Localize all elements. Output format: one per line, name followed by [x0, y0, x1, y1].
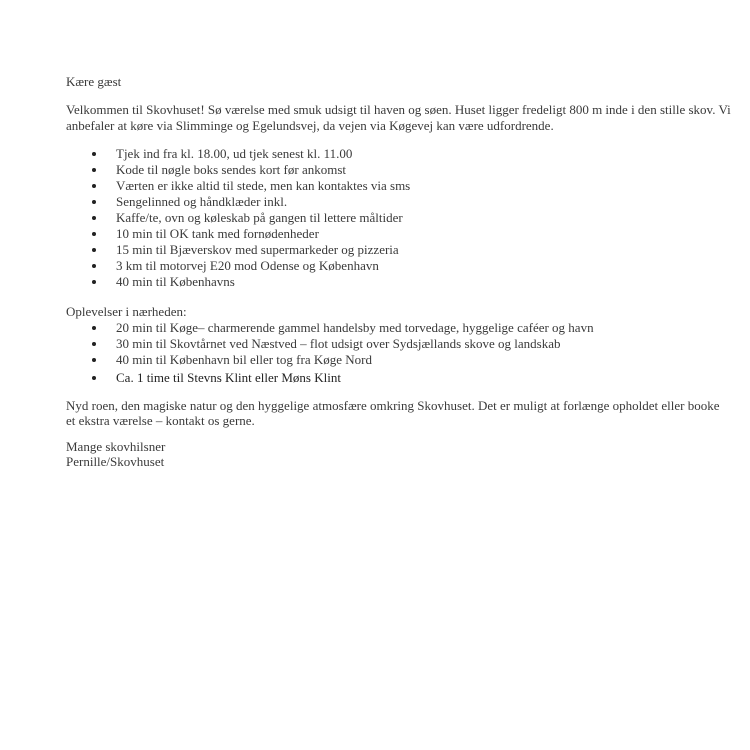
- signoff: Mange skovhilsner: [66, 439, 166, 454]
- list-item-text: 30 min til Skovtårnet ved Næstved – flot udsigt over Sydsjællands skove og landskab: [116, 336, 561, 351]
- greeting: Kære gæst: [66, 74, 122, 89]
- list-item-text: Tjek ind fra kl. 18.00, ud tjek senest kl. 11.00: [116, 146, 353, 161]
- list-item-text: 15 min til Bjæverskov med supermarkeder og pizzeria: [116, 242, 399, 257]
- list-item-text: 40 min til Københavns: [116, 274, 235, 289]
- bullet-icon: [92, 216, 96, 220]
- bullet-icon: [92, 358, 96, 362]
- list-item-text: Sengelinned og håndklæder inkl.: [116, 194, 288, 209]
- list-item-text: 3 km til motorvej E20 mod Odense og København: [116, 258, 379, 273]
- bullet-icon: [92, 200, 96, 204]
- bullet-icon: [92, 232, 96, 236]
- bullet-icon: [92, 168, 96, 172]
- list-item-text: 20 min til Køge– charmerende gammel handelsby med torvedage, hyggelige caféer og havn: [116, 320, 594, 335]
- experiences-heading: Oplevelser i nærheden:: [66, 304, 187, 319]
- bullet-icon: [92, 326, 96, 330]
- intro-line-1: Velkommen til Skovhuset! Sø værelse med smuk udsigt til haven og søen. Huset ligger fredeligt 800 m inde i den stille skov. Vi: [66, 102, 731, 117]
- bullet-icon: [92, 342, 96, 346]
- intro-line-2: anbefaler at køre via Slimminge og Egelundsvej, da vejen via Køgevej kan være udfordrende.: [66, 118, 554, 133]
- bullet-icon: [92, 248, 96, 252]
- list-item-text: Værten er ikke altid til stede, men kan kontaktes via sms: [116, 178, 411, 193]
- list-item-text: 40 min til København bil eller tog fra Køge Nord: [116, 352, 372, 367]
- closing-line-2: et ekstra værelse – kontakt os gerne.: [66, 413, 255, 428]
- bullet-icon: [92, 264, 96, 268]
- bullet-icon: [92, 376, 96, 380]
- list-item-text: 10 min til OK tank med fornødenheder: [116, 226, 319, 241]
- closing-line-1: Nyd roen, den magiske natur og den hyggelige atmosfære omkring Skovhuset. Det er muligt at forlænge opholdet eller booke: [66, 398, 720, 413]
- list-item-text: Kode til nøgle boks sendes kort før ankomst: [116, 162, 346, 177]
- bullet-icon: [92, 280, 96, 284]
- list-item-text: Kaffe/te, ovn og køleskab på gangen til lettere måltider: [116, 210, 403, 225]
- list-item-text: Ca. 1 time til Stevns Klint eller Møns Klint: [116, 370, 341, 385]
- bullet-icon: [92, 184, 96, 188]
- signature: Pernille/Skovhuset: [66, 454, 165, 469]
- bullet-icon: [92, 152, 96, 156]
